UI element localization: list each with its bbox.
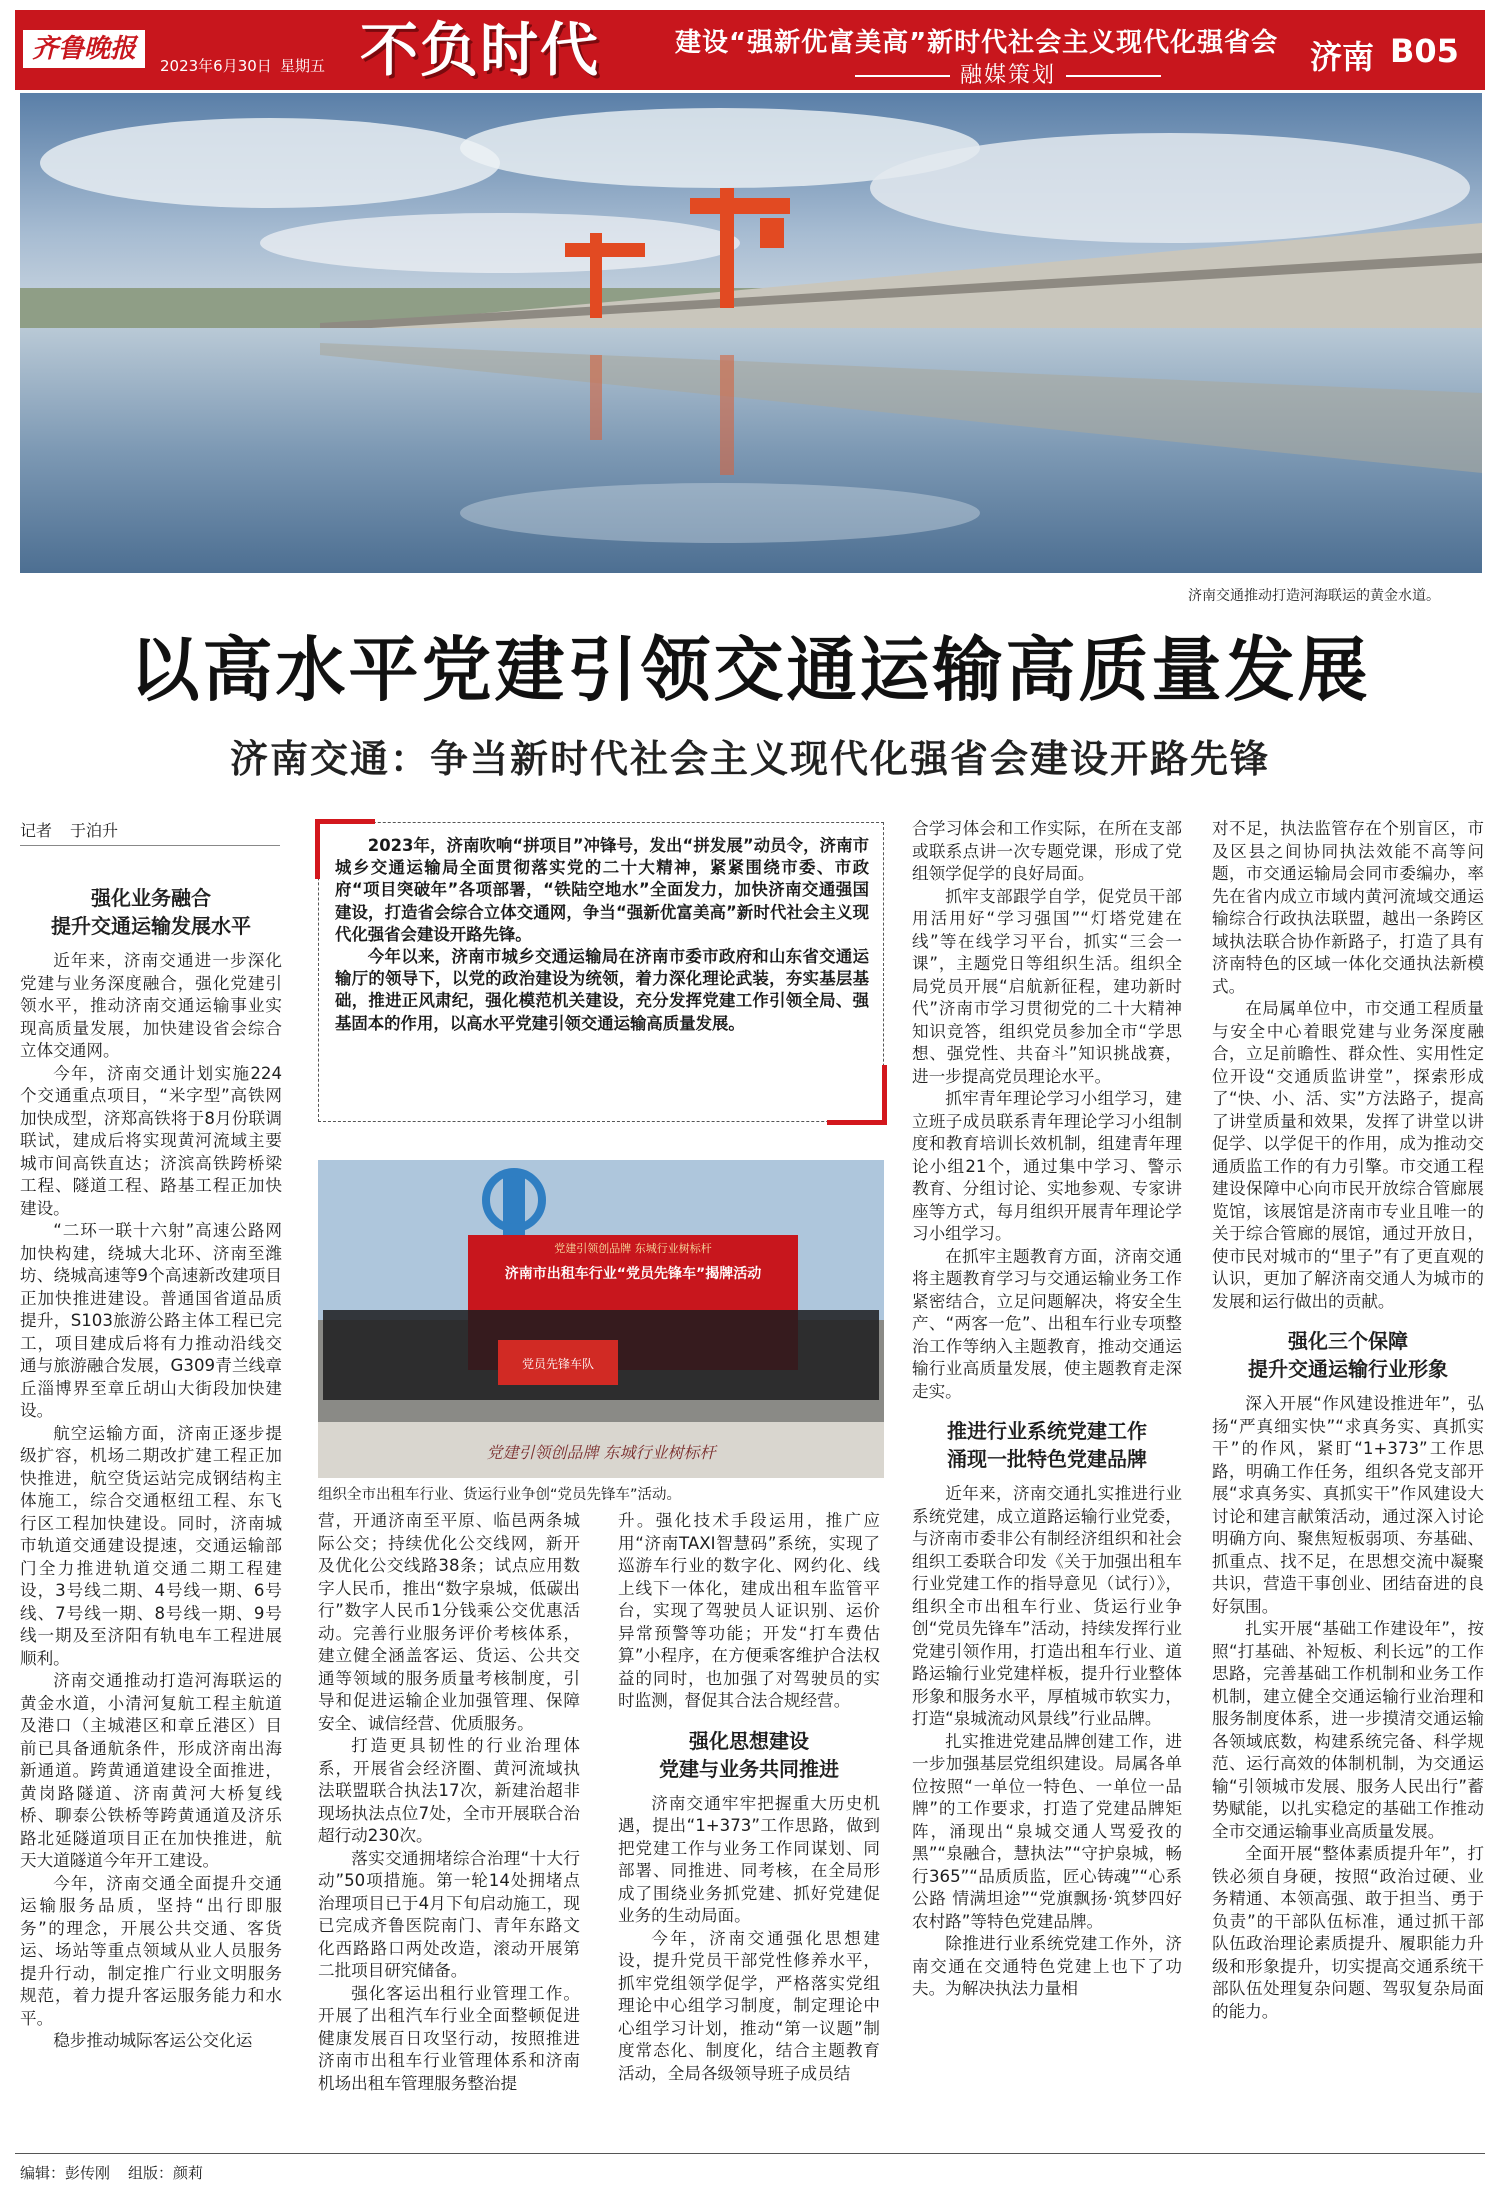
sub-headline: 济南交通：争当新时代社会主义现代化强省会建设开路先锋 [229,737,1270,781]
paragraph: 济南交通推动打造河海联运的黄金水道，小清河复航工程主航道及港口（主城港区和章丘港区）目前已具备通航条件，形成济南出海新通道。跨黄通道建设全面推进，黄岗路隧道、济南黄河大桥复线桥、聊泰公铁桥等跨黄通道及济乐路北延隧道项目正在加快推进，航天大道隧道今年开工建设。 [20,1671,282,1870]
issue-weekday: 星期五 [280,57,326,75]
section-heading-1: 强化业务融合 提升交通运输发展水平 [51,886,251,938]
paragraph: 营，开通济南至平原、临邑两条城际公交；持续优化公交线网，新开及优化公交线路38条；试点应用数字人民币，推出“数字泉城，低碳出行”数字人民币1分钱乘公交优惠活动。完善行业服务评价考核体系，建立健全涵盖客运、货运、公共交通等领域的服务质量考核制度，引导和促进运输企业加强管理、保障安全、诚信经营、优质服务。 [318,1511,580,1733]
campaign-subtitle: 融媒策划 [845,58,1171,89]
layout-credit: 组版：颜莉 [128,2164,204,2182]
paragraph: 强化客运出租行业管理工作。开展了出租汽车行业全面整顿促进健康发展百日攻坚行动，按照推进济南市出租车行业管理体系和济南机场出租车管理服务整治提 [318,1983,580,2093]
byline-author: 于泊升 [70,821,119,840]
lead-paragraph: 2023年，济南吹响“拼项目”冲锋号，发出“拼发展”动员令，济南市城乡交通运输局全面贯彻落实党的二十大精神，紧紧围绕市委、市政府“项目突破年”各项部署，“铁陆空地水”全面发力，加快济南交通强国建设，打造省会综合立体交通网，争当“强新优富美高”新时代社会主义现代化强省会建设开路先锋。 [335,836,869,944]
campaign-slogan: 建设“强新优富美高”新时代社会主义现代化强省会 [675,28,1279,58]
main-headline: 以高水平党建引领交通运输高质量发展 [129,628,1371,711]
masthead-banner [15,10,1485,90]
ceremony-illustration [318,1160,884,1478]
edition-page-number: B05 [1390,32,1459,70]
section-heading-4: 强化三个保障 提升交通运输行业形象 [1248,1329,1448,1381]
paragraph: 合学习体会和工作实际，在所在支部或联系点讲一次专题党课，形成了党组领学促学的良好局面。 [912,819,1182,883]
corner-decoration [827,1065,887,1125]
paragraph: 抓牢青年理论学习小组学习，建立班子成员联系青年理论学习小组制度和教育培训长效机制，组建青年理论小组21个，通过集中学习、警示教育、分组讨论、实地参观、专家讲座等方式，每月组织开展青年理论学习小组学习。 [912,1089,1182,1243]
banner-title: 济南市出租车行业“党员先锋车”揭牌活动 [504,1266,762,1282]
port-illustration [20,93,1482,573]
event-photo-caption: 组织全市出租车行业、货运行业争创“党员先锋车”活动。 [318,1487,682,1503]
edition-city: 济南 [1310,38,1375,76]
issue-date: 2023年6月30日 [160,57,272,75]
paragraph: 打造更具韧性的行业治理体系，开展省会经济圈、黄河流域执法联盟联合执法17次，新建治超非现场执法点位7处，全市开展联合治超行动230次。 [318,1736,580,1845]
paragraph: 抓牢支部跟学自学，促党员干部用活用好“学习强国”“灯塔党建在线”等在线学习平台，抓实“三会一课”，主题党日等组织生活。组织全局党员开展“启航新征程，建功新时代”济南市学习贯彻党的二十大精神知识竞答，组织党员参加全市“学思想、强党性、共奋斗”知识挑战赛，进一步提高党员理论水平。 [912,886,1182,1086]
paragraph: 全面开展“整体素质提升年”，打铁必须自身硬，按照“政治过硬、业务精通、本领高强、敢于担当、勇于负责”的干部队伍标准，通过抓干部队伍政治理论素质提升、履职能力升级和形象提升，切实提高交通系统干部队伍处理复杂问题、驾驭复杂局面的能力。 [1212,1844,1484,2021]
article-column-5 [1212,818,1484,2023]
paragraph: 在局属单位中，市交通工程质量与安全中心着眼党建与业务深度融合，立足前瞻性、群众性、实用性定位开设“交通质监讲堂”，探索形成了“快、小、活、实”方法路子，提高了讲堂质量和效果，发挥了讲堂以讲促学、以学促干的作用，成为推动交通质监工作的有力引擎。市交通工程建设保障中心向市民开放综合管廊展览馆，该展馆是济南市专业且唯一的关于综合管廊的展馆，通过开放日，使市民对城市的“里子”有了更直观的认识，更加了解济南交通人为城市的发展和运行做出的贡献。 [1212,999,1484,1311]
hero-photo-port [20,93,1482,573]
article-column-4 [912,818,1182,2001]
paragraph: 近年来，济南交通扎实推进行业系统党建，成立道路运输行业党委，与济南市委非公有制经济组织和社会组织工委联合印发《关于加强出租车行业党建工作的指导意见（试行）》，组织全市出租车行业、货运行业争创“党员先锋车”活动，持续发挥行业党建引领作用，打造出租车行业、道路运输行业党建样板，提升行业整体形象和服务水平，厚植城市软实力，打造“泉城流动风景线”行业品牌。 [912,1484,1182,1728]
newspaper-logo: 齐鲁晚报 [23,30,145,68]
banner-line: 党建引领创品牌 东城行业树标杆 [554,1242,712,1255]
article-column-2 [318,1510,580,2095]
byline-label: 记者 [20,821,53,840]
paragraph: 航空运输方面，济南正逐步提级扩容，机场二期改扩建工程正加快推进，航空货运站完成钢结构主体施工，综合交通枢纽工程、东飞行区工程加快建设。同时，济南城市轨道交通建设提速，交通运输部门全力推进轨道交通二期工程建设，3号线二期、4号线一期、6号线、7号线一期、8号线一期、9号线一期及至济阳有轨电车工程进展顺利。 [20,1423,282,1668]
paragraph: 今年，济南交通计划实施224个交通重点项目，“米字型”高铁网加快成型，济郑高铁将于8月份联调联试，建成后将实现黄河流域主要城市间高铁直达；济滨高铁跨桥梁工程、隧道工程、路基工程正加快建设。 [20,1063,282,1218]
banner-bottom: 党建引领创品牌 东城行业树标杆 [486,1443,716,1462]
paragraph: 稳步推动城际客运公交化运 [53,2031,253,2050]
lead-summary-box [318,822,884,1122]
paragraph: 扎实推进党建品牌创建工作，进一步加强基层党组织建设。局属各单位按照“一单位一特色、一单位一品牌”的工作要求，打造了党建品牌矩阵，涌现出“泉城交通人骂爱孜的黑”“泉融合，慧执法”“守护泉城，畅行365”“品质质监，匠心铸魂”“心系公路 情满坦途”“党旗飘扬·筑梦四好农村路”等特色党建品牌。 [912,1731,1182,1931]
event-photo-taxi-ceremony [318,1160,884,1478]
editor-credit: 编辑：彭传刚 [20,2164,111,2182]
paragraph: 除推进行业系统党建工作外，济南交通在交通特色党建上也下了功夫。为解决执法力量相 [912,1934,1182,1998]
byline [20,818,280,846]
hero-photo-caption: 济南交通推动打造河海联运的黄金水道。 [1188,588,1440,604]
paragraph: 近年来，济南交通进一步深化党建与业务深度融合，强化党建引领水平，推动济南交通运输事业实现高质量发展，加快建设省会综合立体交通网。 [20,951,282,1060]
paragraph: 今年，济南交通全面提升交通运输服务品质，坚持“出行即服务”的理念，开展公共交通、客货运、场站等重点领域从业人员服务提升行动，制定推广行业文明服务规范，着力提升客运服务能力和水平。 [20,1873,282,2028]
section-brand-title: 不负时代 [360,16,601,84]
paragraph: 深入开展“作风建设推进年”，弘扬“严真细实快”“求真务实、真抓实干”的作风，紧盯“1+373”工作思路，明确工作任务，组织各党支部开展“求真务实、真抓实干”作风建设大讨论和建言献策活动，通过深入讨论明确方向、聚焦短板弱项、夯基础、抓重点、找不足，在思想交流中凝聚共识，营造干事创业、团结奋进的良好氛围。 [1212,1394,1484,1616]
paragraph: 对不足，执法监管存在个别盲区，市及区县之间协同执法效能不高等问题，市交通运输局会同市委编办，率先在省内成立市域内黄河流域交通运输综合行政执法联盟，越出一条跨区域执法联合协作新路子，打造了具有济南特色的区域一体化交通执法新模式。 [1212,819,1484,996]
paragraph: 今年，济南交通强化思想建设，提升党员干部党性修养水平，抓牢党组领学促学，严格落实党组理论中心组学习制度，制定理论中心组学习计划，推动“第一议题”制度常态化、制度化，结合主题教育活动，全局各级领导班子成员结 [618,1928,880,2083]
lead-paragraph: 今年以来，济南市城乡交通运输局在济南市委市政府和山东省交通运输厅的领导下，以党的政治建设为统领，着力深化理论武装，夯实基层基础，推进正风肃纪，强化模范机关建设，充分发挥党建工作引领全局、强基固本的作用，以高水平党建引领交通运输高质量发展。 [335,947,869,1033]
footer-divider [15,2153,1485,2154]
section-heading-3: 推进行业系统党建工作 涌现一批特色党建品牌 [947,1419,1147,1471]
paragraph: 落实交通拥堵综合治理“十大行动”50项措施。第一轮14处拥堵点治理项目已于4月下旬启动施工，现已完成齐鲁医院南门、青年东路文化西路路口两处改造，滚动开展第二批项目研究储备。 [318,1848,580,1980]
section-heading-2: 强化思想建设 党建与业务共同推进 [659,1728,839,1781]
paragraph: 升。强化技术手段运用，推广应用“济南TAXI智慧码”系统，实现了巡游车行业的数字化、网约化、线上线下一体化，建成出租车监管平台，实现了驾驶员人证识别、运价异常预警等功能；开发“打车费估算”小程序，在方便乘客维护合法权益的同时，也加强了对驾驶员的实时监测，督促其合法合规经营。 [618,1511,880,1710]
article-column-1 [20,870,282,2053]
paragraph: 在抓牢主题教育方面，济南交通将主题教育学习与交通运输业务工作紧密结合，立足问题解决，将安全生产、“两客一危”、出租车行业专项整治工作等纳入主题教育，推动交通运输行业高质量发展，使主题教育走深走实。 [912,1246,1182,1401]
paragraph: “二环一联十六射”高速公路网加快构建，绕城大北环、济南至潍坊、绕城高速等9个高速新改建项目正加快推进建设。普通国省道品质提升，S103旅游公路主体工程已完工，项目建成后将有力推动沿线交通与旅游融合发展，G309青兰线章丘淄博界至章丘胡山大街段加快建设。 [20,1221,282,1420]
lead-text [335,835,869,1035]
flag-text: 党员先锋车队 [521,1357,595,1371]
page-footer [20,2162,203,2183]
paragraph: 济南交通牢牢把握重大历史机遇，提出“1+373”工作思路，做到把党建工作与业务工作同谋划、同部署、同推进、同考核，在全局形成了围绕业务抓党建、抓好党建促业务的生动局面。 [618,1793,880,1925]
paragraph: 扎实开展“基础工作建设年”，按照“打基础、补短板、利长远”的工作思路，完善基础工作机制和业务工作机制，建立健全交通运输行业治理和服务制度体系，进一步摸清交通运输各领域底数，构建系统完备、科学规范、运行高效的体制机制，为交通运输“引领城市发展、服务人民出行”蓄势赋能，以扎实稳定的基础工作推动全市交通运输事业高质量发展。 [1212,1619,1484,1841]
article-column-3 [618,1510,880,2085]
